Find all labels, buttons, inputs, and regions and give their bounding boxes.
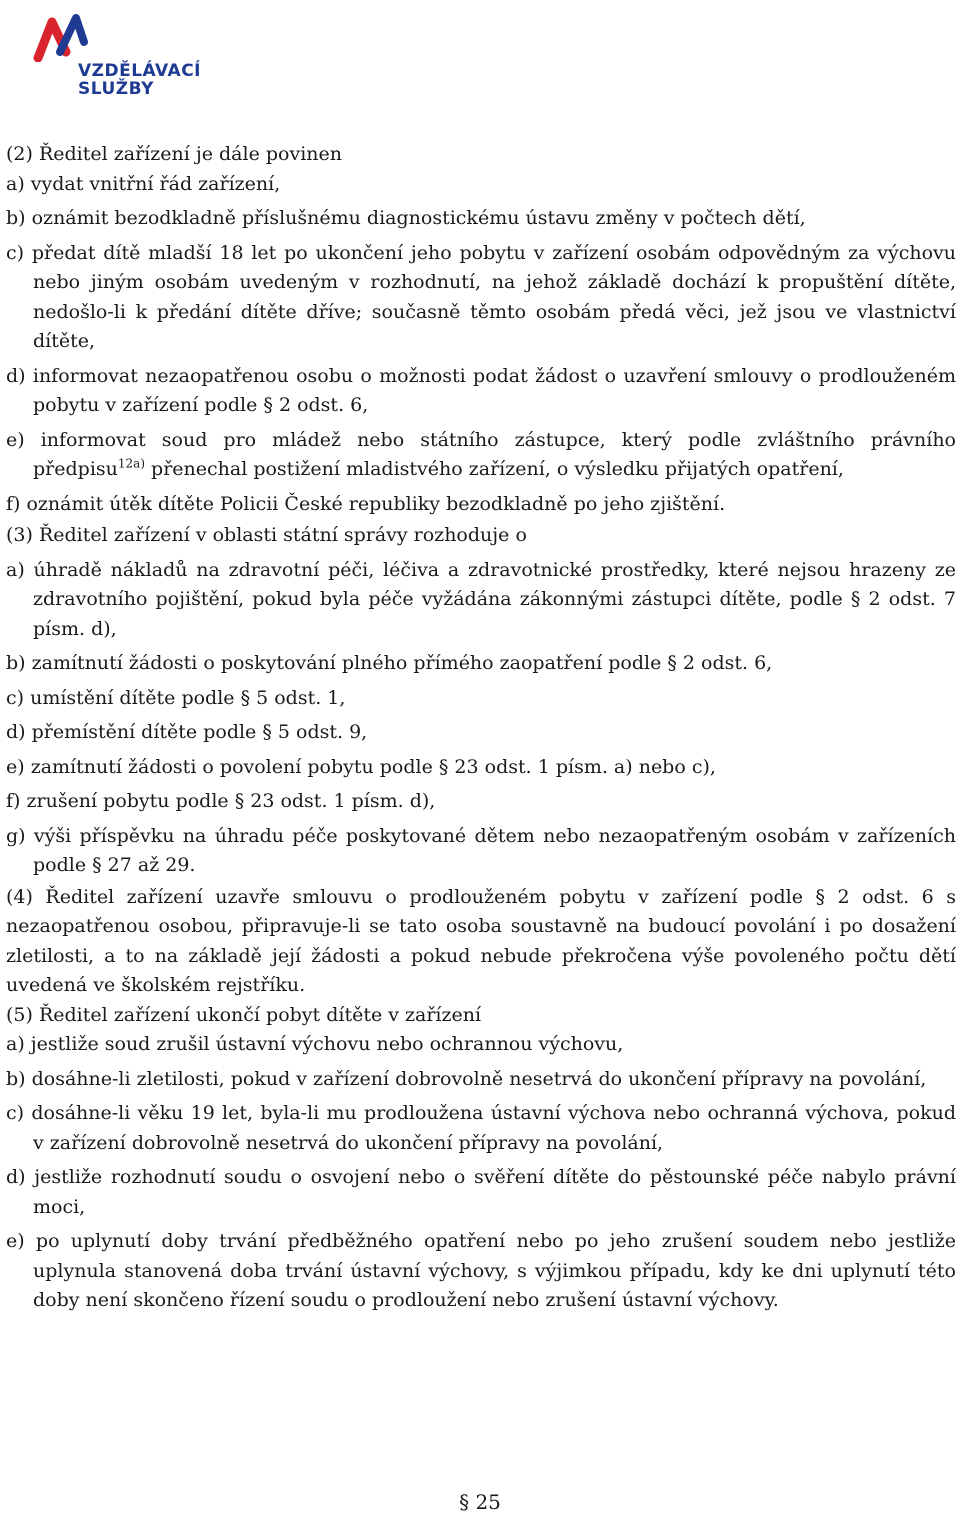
section-3-item-b: b) zamítnutí žádosti o poskytování plného přímého zaopatření podle § 2 odst. 6,: [6, 652, 773, 674]
section-5-item-e: e) po uplynutí doby trvání předběžného opatření nebo po jeho zrušení soudem nebo jestliže uplynula stanovená doba trvání ústavní výchovy, s výjimkou případu, kdy ke dni uplynutí této doby není skončeno řízení soudu o prodloužení nebo zrušení ústavní výchovy.: [6, 1230, 956, 1311]
section-2-item-c: c) předat dítě mladší 18 let po ukončení jeho pobytu v zařízení osobám odpovědným za výchovu nebo jiným osobám uvedeným v rozhodnutí, na jehož základě dochází k propuštění dítěte, nedošlo-li k předání dítěte dříve; současně těmto osobám předá věci, jež jsou ve vlastnictví dítěte,: [6, 241, 956, 352]
section-3-item-f: f) zrušení pobytu podle § 23 odst. 1 písm. d),: [6, 790, 436, 812]
footnote-ref: 12a): [117, 456, 145, 471]
logo-mark-icon: [30, 12, 100, 62]
section-5-item-d: d) jestliže rozhodnutí soudu o osvojení nebo o svěření dítěte do pěstounské péče nabylo právní moci,: [6, 1166, 956, 1218]
section-2-item-b: b) oznámit bezodkladně příslušnému diagnostickému ústavu změny v počtech dětí,: [6, 207, 806, 229]
logo-text-line1: VZDĚLÁVACÍ: [78, 61, 202, 81]
section-2-heading: (2) Ředitel zařízení je dále povinen: [6, 143, 342, 165]
section-4-text: (4) Ředitel zařízení uzavře smlouvu o prodlouženém pobytu v zařízení podle § 2 odst. 6 s nezaopatřenou osobou, připravuje-li se tato osoba soustavně na budoucí povolání i po dosažení zletilosti, a to na základě její žádosti a pokud nebude překročena výše povoleného počtu dětí uvedená ve školském rejstříku.: [6, 885, 956, 996]
page-number: § 25: [459, 1490, 501, 1514]
section-2-item-e-text: e) informovat soud pro mládež nebo státního zástupce, který podle zvláštního právního předpisu: [6, 428, 956, 480]
section-2-item-e: [6, 426, 956, 485]
section-2-item-a: a) vydat vnitřní řád zařízení,: [6, 172, 281, 195]
section-5-item-a: a) jestliže soud zrušil ústavní výchovu nebo ochrannou výchovu,: [6, 1033, 624, 1055]
section-2-item-e-text-end: přenechal postižení mladistvého zařízení, o výsledku přijatých opatření,: [145, 458, 844, 480]
section-3-item-c: c) umístění dítěte podle § 5 odst. 1,: [6, 686, 346, 709]
section-3-item-e: e) zamítnutí žádosti o povolení pobytu podle § 23 odst. 1 písm. a) nebo c),: [6, 755, 716, 778]
section-3-item-a: a) úhradě nákladů na zdravotní péči, léčiva a zdravotnické prostředky, které nejsou hrazeny ze zdravotního pojištění, pokud byla péče vyžádána zákonnými zástupci dítěte, podle § 2 odst. 7 písm. d),: [6, 558, 956, 640]
section-5-heading: (5) Ředitel zařízení ukončí pobyt dítěte v zařízení: [6, 1003, 482, 1026]
section-2-item-f: f) oznámit útěk dítěte Policii České republiky bezodkladně po jeho zjištění.: [6, 492, 726, 515]
section-3-heading: (3) Ředitel zařízení v oblasti státní správy rozhoduje o: [6, 524, 527, 546]
section-5-item-b: b) dosáhne-li zletilosti, pokud v zařízení dobrovolně nesetrvá do ukončení přípravy na povolání,: [6, 1067, 927, 1090]
document-body: [6, 138, 956, 1316]
section-2-item-d: d) informovat nezaopatřenou osobu o možnosti podat žádost o uzavření smlouvy o prodlouženém pobytu v zařízení podle § 2 odst. 6,: [6, 364, 956, 416]
logo: [30, 12, 202, 102]
section-5-item-c: c) dosáhne-li věku 19 let, byla-li mu prodloužena ústavní výchova nebo ochranná výchova, pokud v zařízení dobrovolně nesetrvá do ukončení přípravy na povolání,: [6, 1102, 956, 1154]
logo-text-line2: SLUŽBY: [78, 79, 154, 99]
section-3-item-g: g) výši příspěvku na úhradu péče poskytované dětem nebo nezaopatřeným osobám v zařízeních podle § 27 až 29.: [6, 824, 956, 876]
section-3-item-d: d) přemístění dítěte podle § 5 odst. 9,: [6, 721, 368, 743]
